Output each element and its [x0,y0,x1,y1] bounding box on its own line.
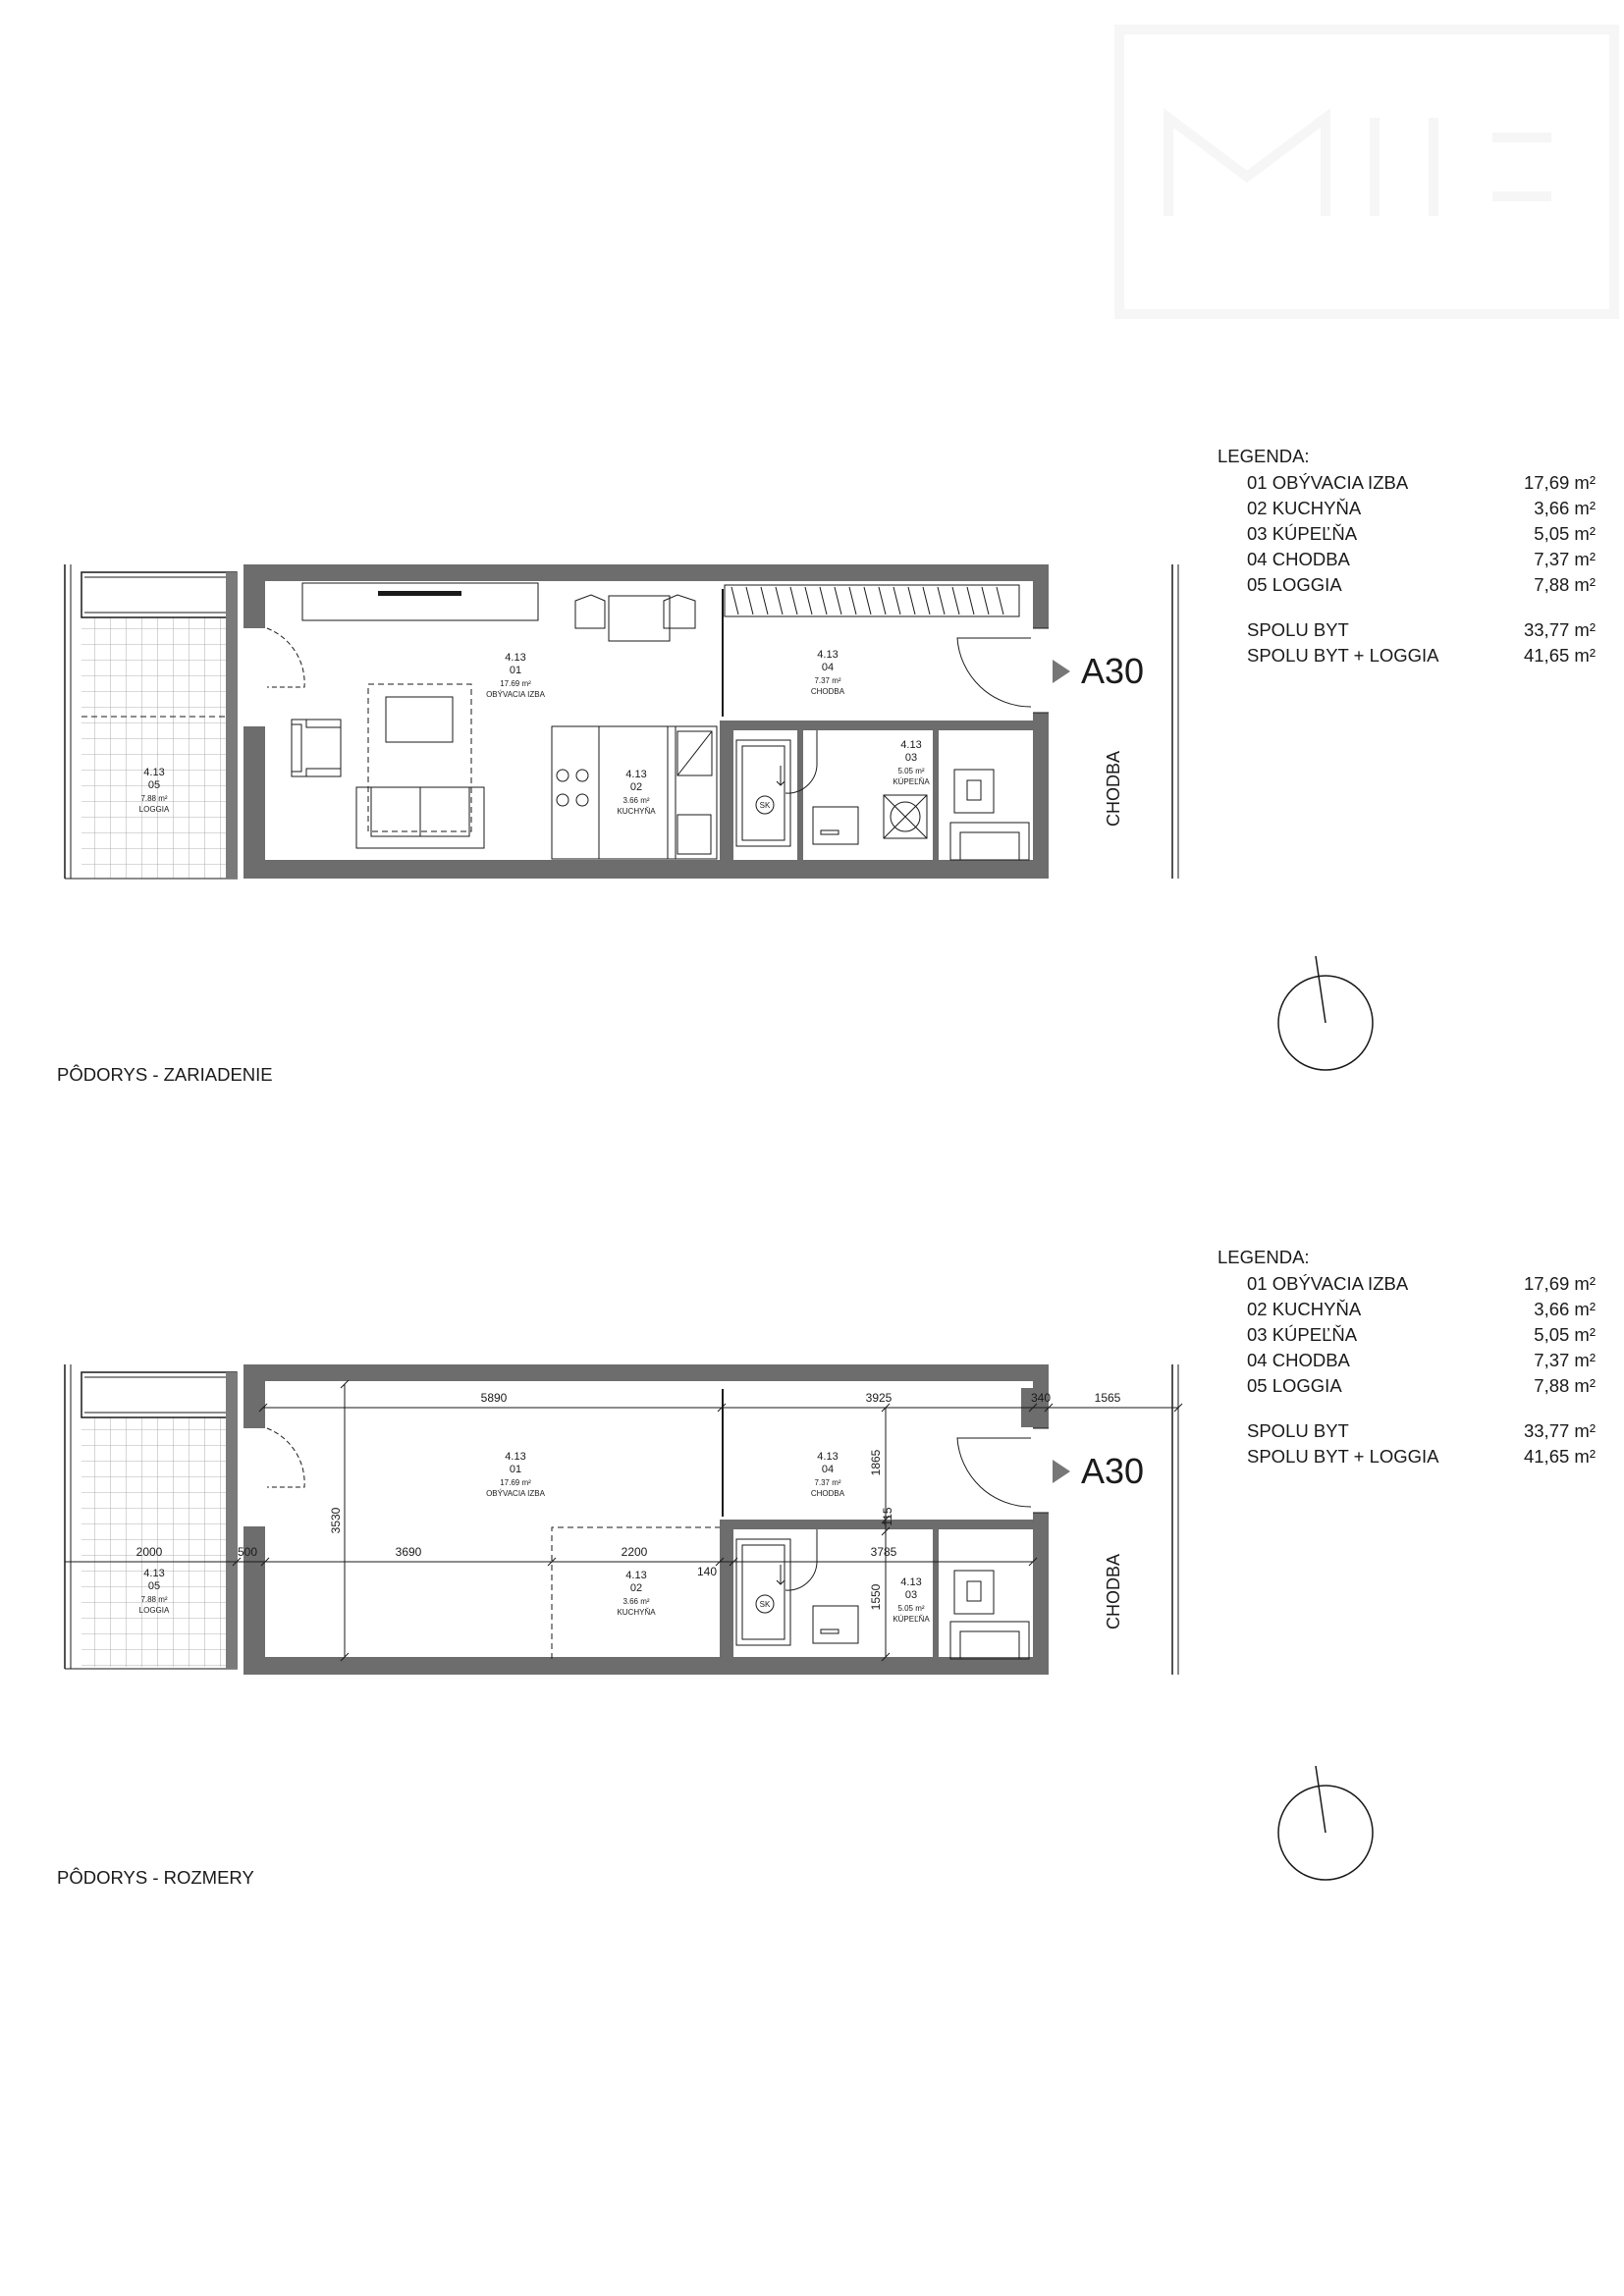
dim-3530: 3530 [329,1507,343,1534]
room-03-number: 03 [904,1589,918,1601]
entrance-label: A30 [1081,1451,1145,1491]
dim-2200: 2200 [621,1545,648,1559]
floor-plan-furniture [0,550,1624,903]
room-01-number: 01 [509,1464,522,1475]
dim-5890: 5890 [480,1391,508,1405]
room-05-name: LOGGIA [138,1606,170,1615]
entrance-label: A30 [1081,651,1145,691]
room-04-number: 04 [821,662,835,673]
legend-total-row: SPOLU BYT 33,77 m² [1247,1420,1596,1441]
legend-row: 05 LOGGIA 7,88 m² [1247,574,1596,595]
north-arrow-icon [1272,952,1389,1080]
shower-tag: SK [759,1600,771,1609]
room-01-name: OBÝVACIA IZBA [486,1489,545,1498]
plan-caption-dimensions: PÔDORYS - ROZMERY [57,1867,254,1888]
dining-table [575,595,695,641]
room-03-name: KÚPEĽŇA [893,1615,930,1624]
room-04-area: 7.37 m² [814,1478,841,1487]
legend-row: 03 KÚPEĽŇA 5,05 m² [1247,1324,1596,1345]
loggia [65,1364,238,1669]
room-02-number: 02 [629,781,643,793]
room-03-number: 03 [904,752,918,764]
dim-3785: 3785 [870,1545,897,1559]
corridor-label: CHODBA [1104,750,1123,827]
dim-1865: 1865 [869,1449,883,1476]
dim-3690: 3690 [395,1545,422,1559]
legend-total-row: SPOLU BYT + LOGGIA 41,65 m² [1247,1446,1596,1467]
room-05-number: 05 [147,779,161,791]
corridor-label: CHODBA [1104,1553,1123,1629]
room-05-name: LOGGIA [138,805,170,814]
company-logo-watermark [1110,10,1624,324]
public-corridor [1104,1364,1178,1675]
tv-cabinet [302,583,538,620]
room-05-area: 7.88 m² [140,794,168,803]
dim-115: 115 [881,1507,894,1526]
room-02-code: 4.13 [625,1570,647,1581]
floor-plan-dimensions [0,1355,1624,1708]
dim-340: 340 [1030,1391,1052,1405]
room-01-code: 4.13 [505,1451,526,1463]
legend-row: 03 KÚPEĽŇA 5,05 m² [1247,523,1596,544]
shower-tag: SK [759,801,771,810]
room-05-number: 05 [147,1580,161,1592]
public-corridor [1104,564,1178,879]
room-04-number: 04 [821,1464,835,1475]
legend-total-row: SPOLU BYT + LOGGIA 41,65 m² [1247,645,1596,666]
legend-row: 04 CHODBA 7,37 m² [1247,1350,1596,1370]
armchair [292,720,341,776]
dim-3925: 3925 [865,1391,893,1405]
loggia [65,564,238,879]
legend-row: 01 OBÝVACIA IZBA 17,69 m² [1247,472,1596,493]
room-03-code: 4.13 [900,1576,922,1588]
room-03-name: KÚPEĽŇA [893,777,930,786]
room-04-area: 7.37 m² [814,676,841,685]
dim-1550: 1550 [869,1583,883,1611]
legend-row: 04 CHODBA 7,37 m² [1247,549,1596,569]
sofa [356,787,484,848]
room-04-name: CHODBA [810,687,845,696]
room-02-area: 3.66 m² [623,796,650,805]
room-04-code: 4.13 [817,1451,839,1463]
interior-walls [552,1389,1033,1659]
room-03-area: 5.05 m² [897,767,925,775]
dim-1565: 1565 [1094,1391,1121,1405]
room-02-number: 02 [629,1582,643,1594]
legend-row: 01 OBÝVACIA IZBA 17,69 m² [1247,1273,1596,1294]
legend-title: LEGENDA: [1218,446,1310,466]
entrance-marker [1053,651,1144,691]
legend-total-row: SPOLU BYT 33,77 m² [1247,619,1596,640]
bathroom-fixtures [736,730,1029,860]
room-02-area: 3.66 m² [623,1597,650,1606]
room-02-name: KUCHYŇA [617,807,656,816]
room-05-code: 4.13 [143,767,165,778]
dim-2000: 2000 [135,1545,163,1559]
legend-row: 05 LOGGIA 7,88 m² [1247,1375,1596,1396]
room-01-code: 4.13 [505,652,526,664]
plan-caption-furniture: PÔDORYS - ZARIADENIE [57,1064,273,1085]
legend-row: 02 KUCHYŇA 3,66 m² [1247,498,1596,518]
legend-title: LEGENDA: [1218,1247,1310,1267]
room-02-code: 4.13 [625,769,647,780]
room-03-code: 4.13 [900,739,922,751]
room-01-name: OBÝVACIA IZBA [486,690,545,699]
room-02-name: KUCHYŇA [617,1608,656,1617]
room-01-number: 01 [509,665,522,676]
entrance-marker [1053,1451,1144,1491]
interior-walls [720,589,1033,862]
room-03-area: 5.05 m² [897,1604,925,1613]
room-05-code: 4.13 [143,1568,165,1579]
legend-row: 02 KUCHYŇA 3,66 m² [1247,1299,1596,1319]
room-01-area: 17.69 m² [500,679,531,688]
dim-140: 140 [696,1565,718,1578]
dim-500: 500 [237,1545,258,1559]
room-05-area: 7.88 m² [140,1595,168,1604]
room-01-area: 17.69 m² [500,1478,531,1487]
room-04-name: CHODBA [810,1489,845,1498]
room-04-code: 4.13 [817,649,839,661]
north-arrow-icon [1272,1762,1389,1890]
wardrobe [725,585,1019,616]
